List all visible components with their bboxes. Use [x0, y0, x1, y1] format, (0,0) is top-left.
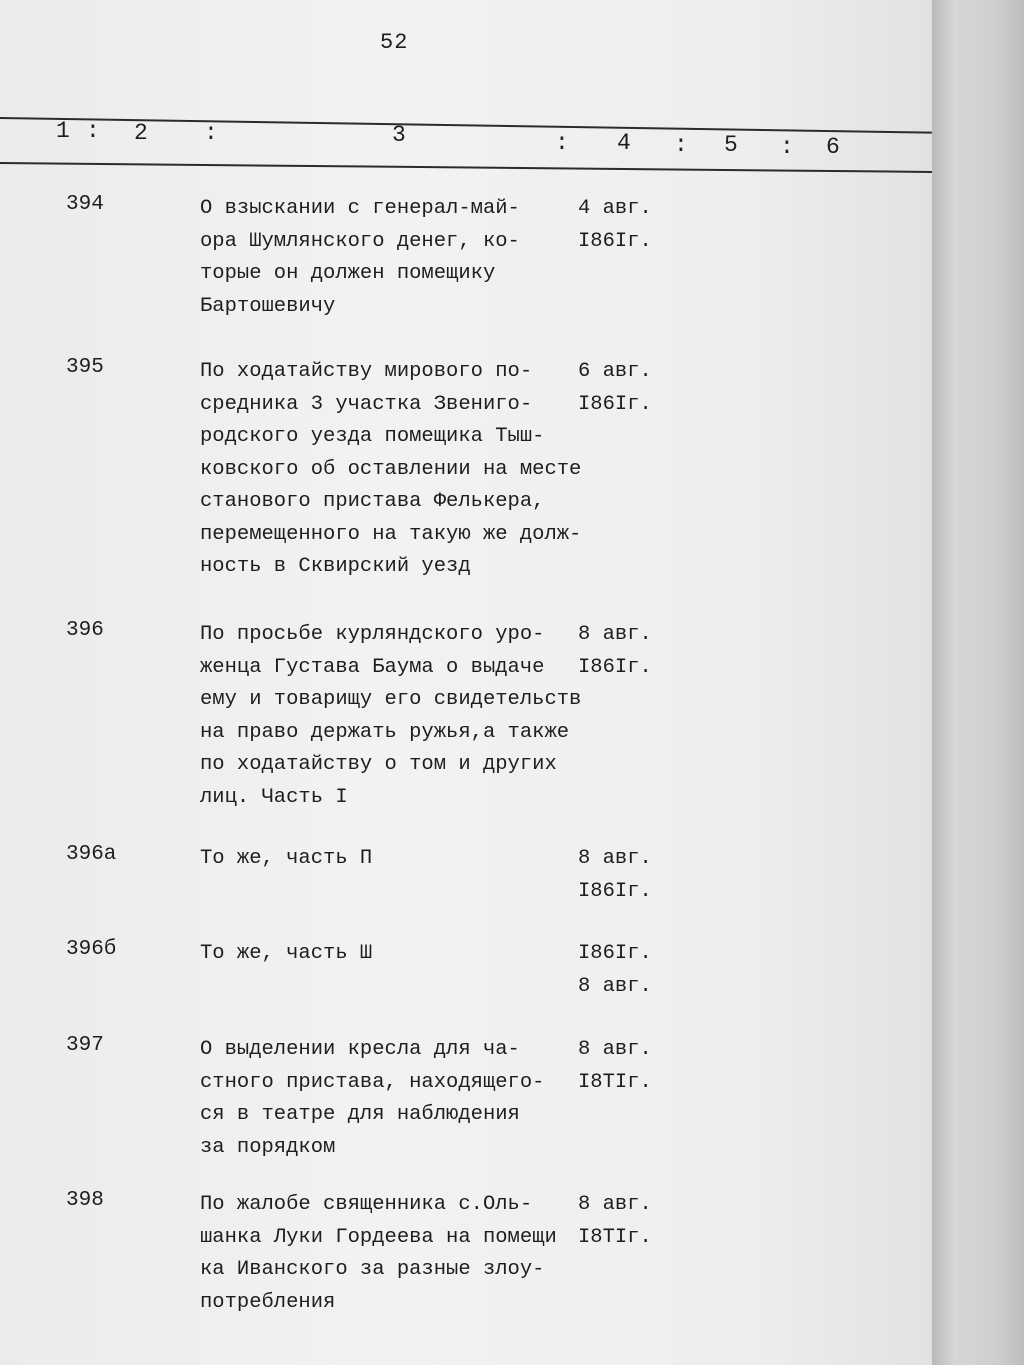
column-header-row — [0, 118, 932, 160]
column-header-3: 3 — [392, 122, 406, 148]
entry-number: 396а — [66, 843, 117, 866]
entry-date: 8 авг. I8TIг. — [578, 1038, 652, 1094]
entry-number: 396б — [66, 938, 117, 961]
column-header-4: 4 — [617, 130, 631, 156]
binding-edge — [932, 0, 1024, 1365]
entry-title: То же, часть Ш — [200, 942, 373, 965]
entry-title: О взыскании с генерал-май- ора Шумлянского денег, ко- торые он должен помещику Бартошевичу — [200, 197, 520, 318]
entry-date: I86Iг. 8 авг. — [578, 942, 652, 998]
header-rule-bottom — [0, 162, 932, 173]
entry-title: По жалобе священника с.Оль- шанка Луки Гордеева на помещи ка Иванского за разные злоу- потребления — [200, 1193, 557, 1314]
entry-title: То же, часть П — [200, 847, 373, 870]
entry-date: 8 авг. I8TIг. — [578, 1193, 652, 1249]
column-separator: : — [204, 120, 218, 146]
column-separator: : — [674, 132, 688, 158]
entry-date: 8 авг. I86Iг. — [578, 623, 652, 679]
entry-number: 398 — [66, 1189, 104, 1212]
entry-number: 395 — [66, 356, 104, 379]
column-header-6: 6 — [826, 134, 840, 160]
column-separator: : — [780, 134, 794, 160]
column-separator: : — [86, 118, 100, 144]
entry-number: 397 — [66, 1034, 104, 1057]
entry-title: По просьбе курляндского уро- женца Густава Баума о выдаче ему и товарищу его свидетельств на право держать ружья,а также по ходатайству о том и других лиц. Часть I — [200, 623, 582, 809]
entry-title: По ходатайству мирового по- средника 3 участка Звениго- родского уезда помещика Тыш- ковского об оставлении на месте станового пристава Фелькера, перемещенного на такую же долж- ность в Сквирский уезд — [200, 360, 582, 578]
entry-date: 8 авг. I86Iг. — [578, 847, 652, 903]
column-header-1: 1 — [56, 118, 70, 144]
entry-number: 396 — [66, 619, 104, 642]
entry-title: О выделении кресла для ча- стного пристава, находящего- ся в театре для наблюдения за порядком — [200, 1038, 545, 1159]
page-number: 52 — [380, 30, 409, 55]
entry-date: 6 авг. I86Iг. — [578, 360, 652, 416]
column-header-2: 2 — [134, 120, 148, 146]
entry-date: 4 авг. I86Iг. — [578, 197, 652, 253]
column-separator: : — [555, 130, 569, 156]
entry-number: 394 — [66, 193, 104, 216]
column-header-5: 5 — [724, 132, 738, 158]
